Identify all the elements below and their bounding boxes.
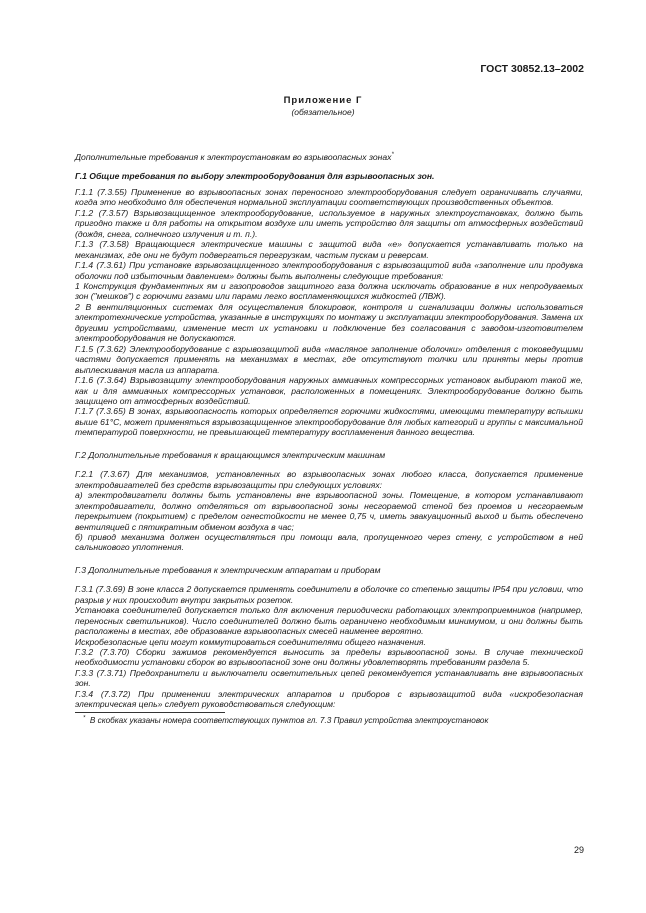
footnote-ref: * — [391, 152, 394, 159]
paragraph-g1-6: Г.1.6 (7.3.64) Взрывозащиту электрооборудования наружных аммиачных компрессорных установок выбирают такой же, как и для аммиачных компрессорных установок, расположенных в помещениях. Электрооборудование должно быть защищено от атмосферных воздействий. — [75, 375, 583, 406]
paragraph-g1-4-item2: 2 В вентиляционных системах для осуществления блокировок, контроля и сигнализации должны использоваться электротехнические устройства, указанные в инструкциях по монтажу и эксплуатации электрооборудования. Замена их другими устройствами, изменение мест их установки и подключение без согласования с заводом-изготовителем электрооборудования не допускаются. — [75, 301, 583, 344]
paragraph-g3-3: Г.3.3 (7.3.71) Предохранители и выключатели осветительных цепей рекомендуется устанавливать вне взрывоопасных зон. — [75, 667, 583, 689]
paragraph-g1-7: Г.1.7 (7.3.65) В зонах, взрывоопасность которых определяется горючими жидкостями, имеющими температуру вспышки выше 61°С, может применяться взрывозащищенное электрооборудование для любых категорий и группы с максимальной температурой поверхности, не превышающей температуру воспламенения данного вещества. — [75, 406, 583, 438]
appendix-title: Приложение Г — [283, 95, 363, 106]
paragraph-g1-2: Г.1.2 (7.3.57) Взрывозащищенное электрооборудование, используемое в наружных электроустановках, должно быть пригодно также и для работы на открытом воздухе или иметь устройство для защиты от атмосферных воздействий (дождя, снега, солнечного излучения и т. п.). — [75, 207, 583, 239]
paragraph-g1-4-item1: 1 Конструкция фундаментных ям и газопроводов защитного газа должна исключать образование в них непродуваемых зон ("мешков") с горючими газами или парами легко воспламеняющихся жидкостей (ЛВЖ). — [75, 280, 583, 302]
paragraph-g3-1-cont: Установка соединителей допускается только для включения периодически работающих электроприемников (например, переносных светильников). Число соединителей должно быть ограничено необходимым минимумом, и они должны быть расположены в местах, где образование взрывоопасных смесей наименее вероятно. — [75, 605, 583, 637]
paragraph-g1-5: Г.1.5 (7.3.62) Электрооборудование с взрывозащитой вида «масляное заполнение оболочки» отделения с токоведущими частями допускается применять на механизмах в местах, где отсутствуют толчки или приняты меры против выплескивания масла из аппарата. — [75, 343, 583, 375]
paragraph-g2-1: Г.2.1 (7.3.67) Для механизмов, установленных во взрывоопасных зонах любого класса, допускается применение электродвигателей без средств взрывозащиты при следующих условиях: — [75, 469, 583, 490]
paragraph-g3-2: Г.3.2 (7.3.70) Сборки зажимов рекомендуется выносить за пределы взрывоопасной зоны. В случае технической необходимости установки сборок во взрывоопасной зоне они должны удовлетворять требованиям раздела 5. — [75, 647, 583, 668]
footnote-divider — [75, 712, 225, 713]
paragraph-g1-3: Г.1.3 (7.3.58) Вращающиеся электрические машины с защитой вида «е» допускается устанавливать только на механизмах, где они не будут подвергаться перегрузкам, частым пускам и реверсам. — [75, 239, 583, 260]
document-body — [75, 152, 583, 726]
paragraph-g2-1-b: б) привод механизма должен осуществляться при помощи вала, пропущенного через стену, с устройством в ней сальникового уплотнения. — [75, 531, 583, 553]
document-id: ГОСТ 30852.13–2002 — [480, 63, 584, 75]
paragraph-g1-4: Г.1.4 (7.3.61) При установке взрывозащищенного электрооборудования с взрывозащитой вида «заполнение или продувка оболочки под избыточным давлением» должны быть выполнены следующие требования: — [75, 260, 583, 281]
section-heading-g1: Г.1 Общие требования по выбору электрооборудования для взрывоопасных зон. — [75, 171, 435, 182]
footnote-text: В скобках указаны номера соответствующих пунктов гл. 7.3 Правил устройства электроустановок — [89, 715, 489, 725]
paragraph-g2-1-a: а) электродвигатели должны быть установлены вне взрывоопасной зоны. Помещение, в котором устанавливают электродвигатели, должно отделяться от взрывоопасной зоны несгораемой стеной без проемов и несгораемым перекрытием (покрытием) с пределом огнестойкости не менее 0,75 ч, иметь эвакуационный выход и быть обеспечено вентиляцией с пятикратным обменом воздуха в час; — [75, 490, 583, 532]
section-heading-g3: Г.3 Дополнительные требования к электрическим аппаратам и приборам — [75, 564, 381, 575]
section-heading-g2: Г.2 Дополнительные требования к вращающимся электрическим машинам — [75, 449, 386, 460]
appendix-title-block — [0, 95, 646, 117]
intro-line: Дополнительные требования к электроустановкам во взрывоопасных зонах* — [75, 152, 394, 162]
footnote — [75, 716, 583, 726]
footnote-mark: * — [83, 715, 86, 722]
paragraph-g1-1: Г.1.1 (7.3.55) Применение во взрывоопасных зонах переносного электрооборудования следует ограничивать случаями, когда это необходимо для обеспечения нормальной эксплуатации соответствующих производственных объектов. — [75, 186, 583, 208]
appendix-subtitle: (обязательное) — [291, 107, 355, 117]
paragraph-g3-1: Г.3.1 (7.3.69) В зоне класса 2 допускается применять соединители в оболочке со степенью защиты IP54 при условии, что разрыв у них происходит внутри закрытых розеток. — [75, 584, 583, 605]
paragraph-g3-4: Г.3.4 (7.3.72) При применении электрических аппаратов и приборов с взрывозащитой вида «искробезопасная электрическая цепь» следует руководствоваться следующим: — [75, 688, 583, 710]
page-number: 29 — [573, 845, 584, 855]
paragraph-g3-1-note: Искробезопасные цепи могут коммутироваться соединителями общего назначения. — [75, 636, 426, 647]
